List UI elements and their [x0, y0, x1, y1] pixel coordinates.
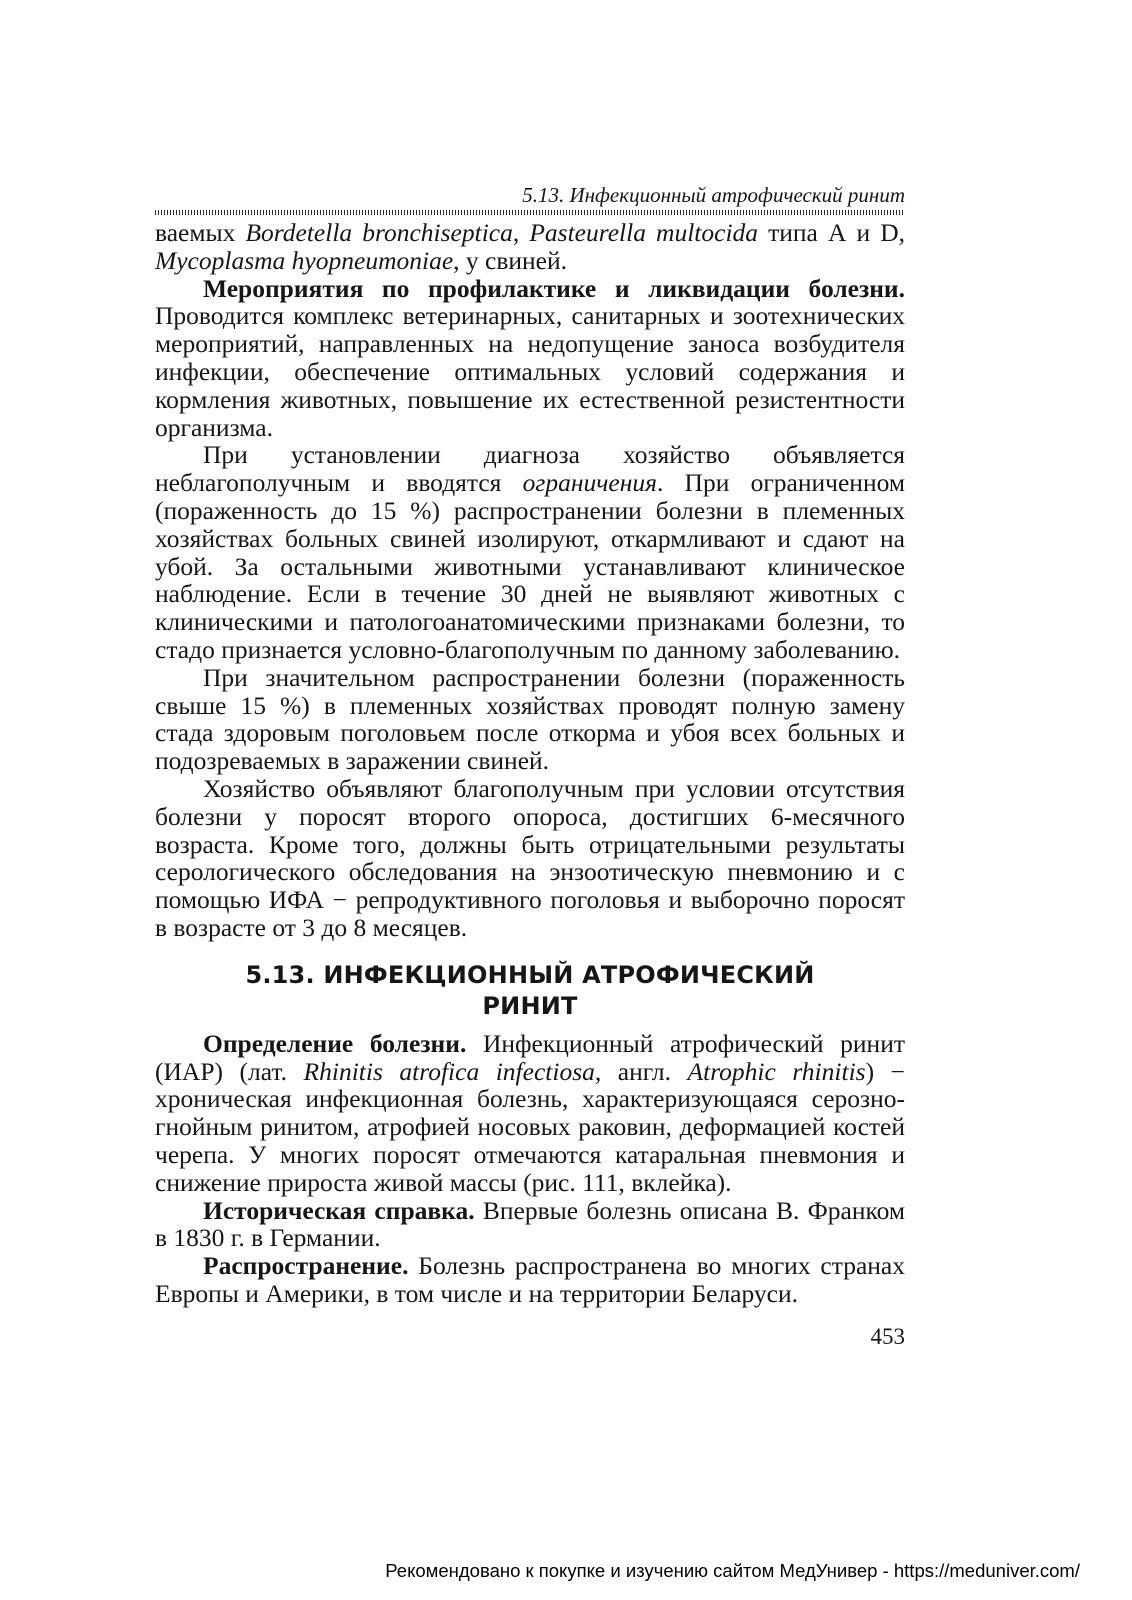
running-head: 5.13. Инфекционный атрофический ринит: [522, 183, 905, 207]
section-heading-line2: РИНИТ: [482, 991, 578, 1020]
paragraph-history: Историческая справка. Впервые болезнь описана В. Франком в 1830 г. в Германии.: [155, 1195, 905, 1253]
section-heading-line1: 5.13. ИНФЕКЦИОННЫЙ АТРОФИЧЕСКИЙ: [245, 960, 815, 989]
paragraph-prevention: Мероприятия по профилактике и ликвидации болезни. Проводится комплекс ветеринарных, санитарных и зоотехнических мероприятий, направленных на недопущение заноса возбудителя инфекции, обеспечение оптимальных условий содержания и кормления животных, повышение их естественной резистентности организма.: [155, 273, 905, 442]
page-number: 453: [870, 1323, 905, 1349]
footer-link-text: Рекомендовано к покупке и изучению сайтом МедУнивер - https://meduniver.com/: [385, 1560, 1080, 1581]
paragraph-herd-replacement: При значительном распространении болезни (пораженность свыше 15 %) в племенных хозяйствах проводят полную замену стада здоровым поголовьем после откорма и убоя всех больных и подозреваемых в заражении свиней.: [155, 662, 905, 776]
paragraph-healthy-status: Хозяйство объявляют благополучным при условии отсутствия болезни у поросят второго опороса, достигших 6-месячного возраста. Кроме того, должны быть отрицательными результаты серологического обследования на энзоотическую пневмонию и с помощью ИФА − репродуктивного поголовья и выборочно поросят в возрасте от 3 до 8 месяцев.: [155, 773, 905, 942]
header-rule: [155, 210, 905, 215]
paragraph-definition: Определение болезни. Инфекционный атрофический ринит (ИАР) (лат. Rhinitis atrofica infectiosa, англ. Atrophic rhinitis) − хроническая инфекционная болезнь, характеризующаяся серозно-гнойным ринитом, атрофией носовых раковин, деформацией костей черепа. У многих поросят отмечаются катаральная пневмония и снижение прироста живой массы (рис. 111, вклейка).: [155, 1028, 905, 1197]
paragraph-distribution: Распространение. Болезнь распространена во многих странах Европы и Америки, в том числе и на территории Беларуси.: [155, 1251, 905, 1308]
section-heading: [155, 960, 905, 1022]
book-page: [155, 182, 905, 1358]
paragraph-continuation: ваемых Bordetella bronchiseptica, Pasteurella multocida типа А и D, Mycoplasma hyopneumoniae, у свиней.: [155, 218, 905, 275]
paragraph-restrictions: При установлении диагноза хозяйство объявляется неблагополучным и вводятся ограничения. При ограниченном (пораженность до 15 %) распространении болезни в племенных хозяйствах больных свиней изолируют, откармливают и сдают на убой. За остальными животными устанавливают клиническое наблюдение. Если в течение 30 дней не выявляют животных с клиническими и патологоанатомическими признаками болезни, то стадо признается условно-благополучным по данному заболеванию.: [155, 440, 905, 664]
